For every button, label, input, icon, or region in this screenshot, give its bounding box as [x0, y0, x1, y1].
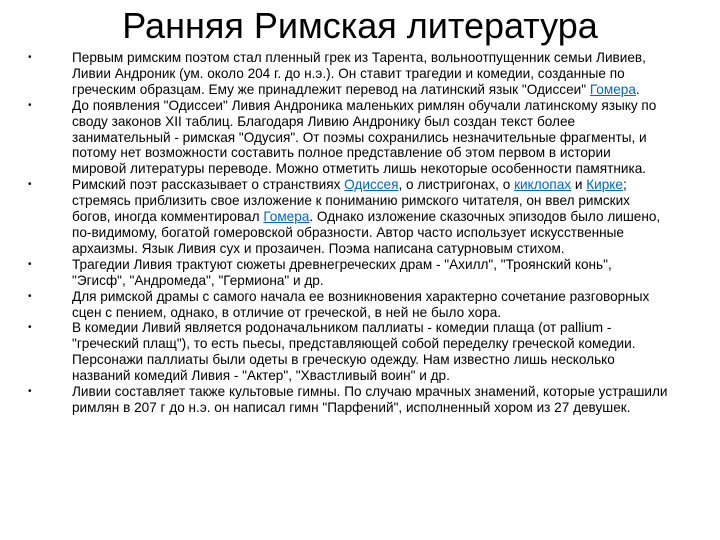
link-Одиссея[interactable]: Одиссея: [344, 177, 399, 193]
bullet-item: [28, 320, 668, 384]
link-Гомера[interactable]: Гомера: [263, 209, 310, 225]
link-киклопах[interactable]: киклопах: [514, 177, 572, 193]
bullet-item: [28, 177, 668, 257]
bullet-marker: •: [28, 179, 32, 191]
bullet-marker: •: [28, 99, 32, 111]
link-Гомера[interactable]: Гомера: [589, 81, 636, 97]
bullet-text: . Однако изложение сказочных эпизодов было лишено, по-видимому, богатой гомеровской образности. Автор часто использует искусственные архаизмы. Язык Ливия сух и прозаичен. Поэма написана сатурновым стихом.: [72, 209, 661, 256]
link-Кирке[interactable]: Кирке: [586, 177, 623, 193]
bullet-text: Трагедии Ливия трактуют сюжеты древнегреческих драм - "Ахилл", "Троянский конь", "Эгисф", "Андромеда", "Гермиона" и др.: [72, 256, 612, 288]
bullet-text: .: [635, 81, 640, 97]
bullet-item: [28, 50, 668, 98]
bullet-text: , о листригонах, о: [398, 177, 515, 193]
bullet-marker: •: [28, 290, 32, 302]
bullet-item: [28, 289, 668, 321]
bullet-list: [28, 50, 668, 416]
slide-title: Ранняя Римская литература: [122, 5, 598, 46]
bullet-marker: •: [28, 258, 32, 270]
bullet-marker: •: [28, 322, 32, 334]
bullet-text: До появления "Одиссеи" Ливия Андроника маленьких римлян обучали латинскому языку по своду законов XII таблиц. Благодаря Ливию Андронику был создан текст более занимательный - римская "Одусия". От поэмы сохранились незначительные фрагменты, и потому нет возможности составить полное представление об этом первом в истории мировой литературы переводе. Можно отметить лишь некоторые особенности памятника.: [72, 97, 657, 177]
bullet-item: [28, 98, 668, 178]
bullet-text: и: [571, 177, 587, 193]
bullet-text: ; стремясь приблизить свое изложение к пониманию римского читателя, он ввел римских богов, иногда комментировал: [72, 177, 630, 225]
bullet-marker: •: [28, 386, 32, 398]
bullet-text: Первым римским поэтом стал пленный грек из Тарента, вольноотпущенник семьи Ливиев, Ливии Андроник (ум. около 204 г. до н.э.). Он ставит трагедии и комедии, созданные по греческим образцам. Ему же принадлежит перевод на латинский язык "Одиссеи": [72, 50, 646, 97]
bullet-text: В комедии Ливий является родоначальником паллиаты - комедии плаща (от pallium - "греческий плащ"), то есть пьесы, представляющей собой переделку греческой комедии. Персонажи паллиаты были одеты в греческую одежду. Нам известно лишь несколько названий комедий Ливия - "Актер", "Хвастливый воин" и др.: [72, 320, 636, 384]
bullet-marker: •: [28, 52, 32, 63]
bullet-item: [28, 257, 668, 289]
bullet-text: Для римской драмы с самого начала ее возникновения характерно сочетание разговорных сцен с пением, однако, в отличие от греческой, в ней не было хора.: [72, 288, 650, 320]
bullet-text: Ливии составляет также культовые гимны. По случаю мрачных знамений, которые устрашили римлян в 207 г до н.э. он написал гимн "Парфений", исполненный хором из 27 девушек.: [72, 384, 668, 415]
bullet-item: [28, 384, 668, 416]
bullet-text: Римский поэт рассказывает о странствиях: [72, 177, 345, 193]
